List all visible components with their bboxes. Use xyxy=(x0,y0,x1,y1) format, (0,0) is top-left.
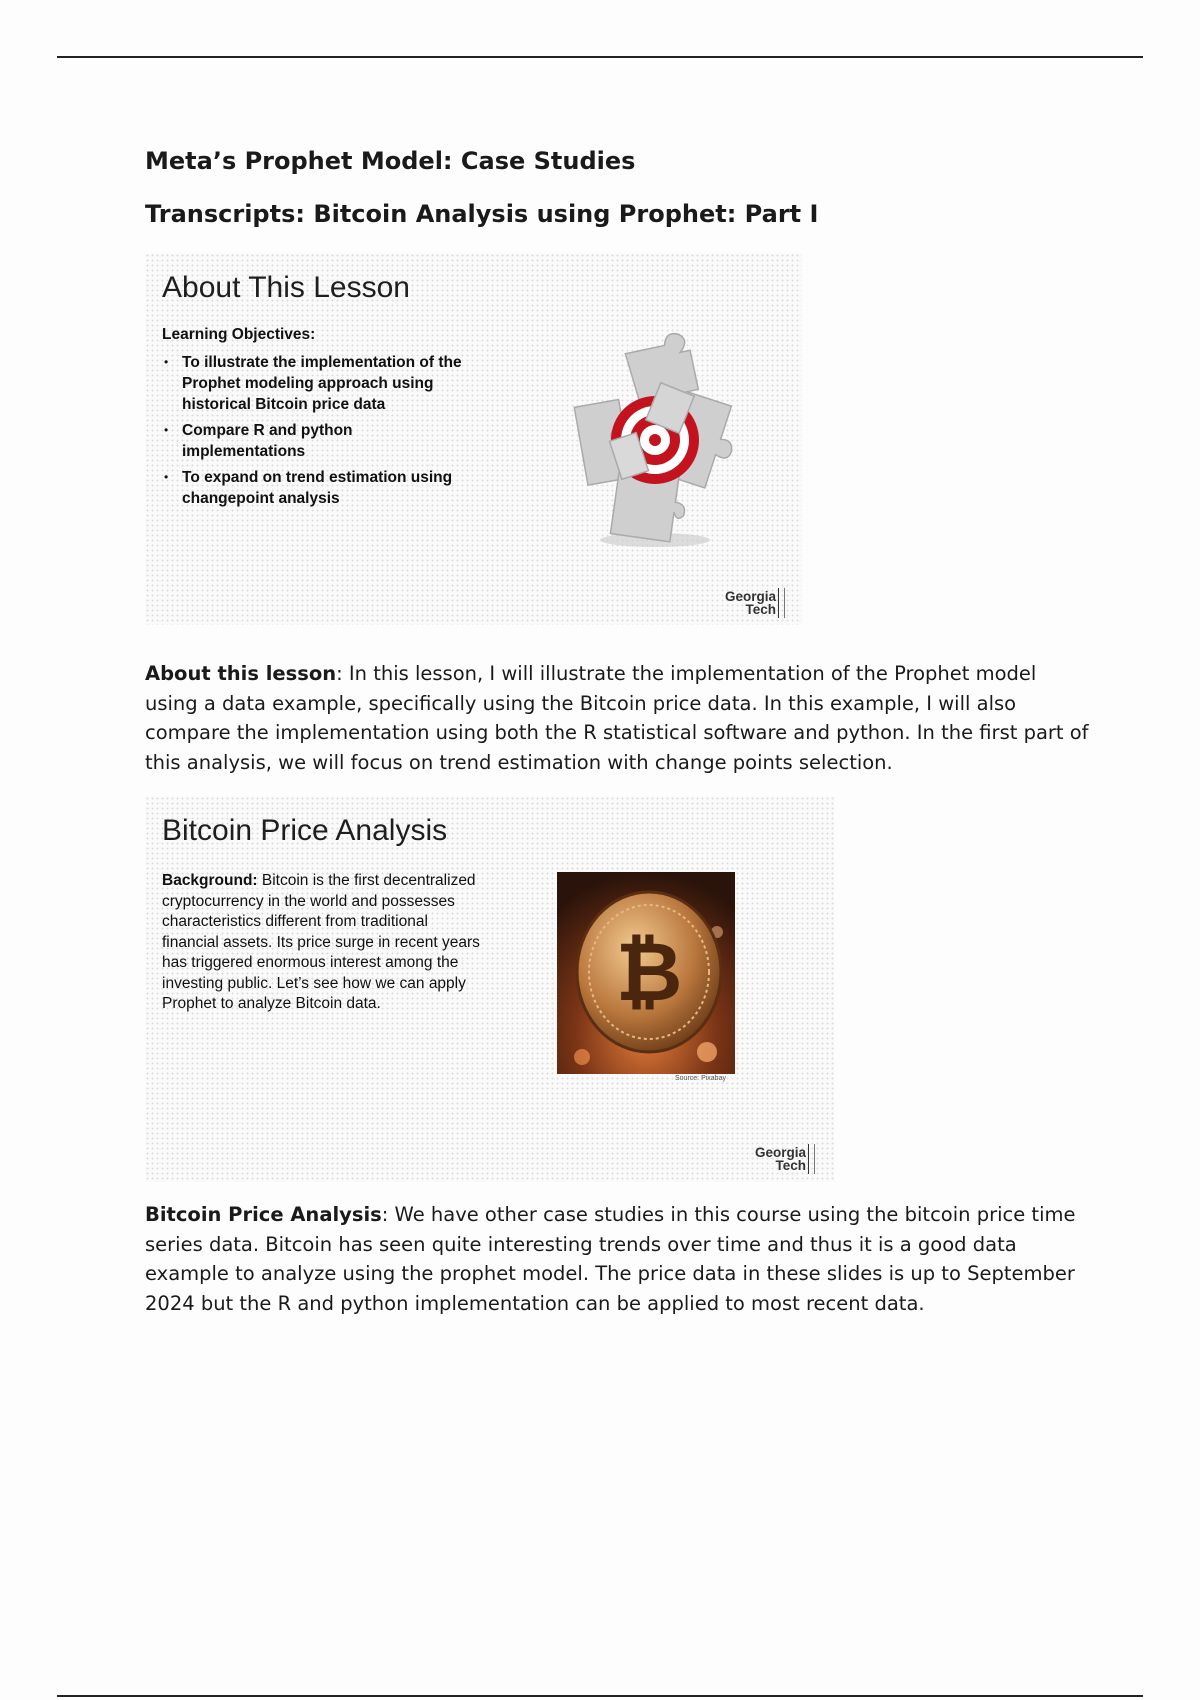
background-label: Background: xyxy=(162,872,258,889)
course-title: Meta’s Prophet Model: Case Studies xyxy=(145,147,636,175)
learning-objectives xyxy=(162,326,462,514)
lesson-paragraph xyxy=(145,659,1095,777)
paragraph-label: About this lesson xyxy=(145,662,337,685)
puzzle-target-icon xyxy=(560,328,750,553)
analysis-paragraph xyxy=(145,1200,1095,1318)
svg-text:₿: ₿ xyxy=(615,925,683,1020)
bottom-rule xyxy=(57,1695,1143,1697)
objective-item: • Compare R and python implementations xyxy=(162,420,462,462)
georgia-tech-logo: Georgia Tech xyxy=(725,590,776,616)
bitcoin-coin-icon xyxy=(557,872,735,1074)
paragraph-label: Bitcoin Price Analysis xyxy=(145,1203,382,1226)
transcript-title: Transcripts: Bitcoin Analysis using Prophet: Part I xyxy=(145,200,819,228)
slide-about-this-lesson xyxy=(145,253,802,625)
background-text-block xyxy=(162,871,487,1015)
slide-title: Bitcoin Price Analysis xyxy=(162,814,448,847)
objective-item: • To expand on trend estimation using changepoint analysis xyxy=(162,467,462,509)
paragraph-text: : We have other case studies in this course using the bitcoin price time series data. Bitcoin has seen quite interesting trends over time and thus it is a good data example to analyze using the prophet model. The price data in these slides is up to September 2024 but the R and python implementation can be applied to most recent data. xyxy=(145,1203,1076,1315)
top-rule xyxy=(57,56,1143,58)
paragraph-text: : In this lesson, I will illustrate the implementation of the Prophet model using a data example, specifically using the Bitcoin price data. In this example, I will also compare the implementation using both the R statistical software and python. In the first part of this analysis, we will focus on trend estimation with change points selection. xyxy=(145,662,1089,774)
image-source-caption: Source: Pixabay xyxy=(675,1075,726,1082)
slide-bitcoin-price-analysis xyxy=(145,796,835,1182)
background-text: Bitcoin is the first decentralized cryptocurrency in the world and possesses characteristics different from traditional financial assets. Its price surge in recent years has triggered enormous interest among the investing public. Let’s see how we can apply Prophet to analyze Bitcoin data. xyxy=(162,872,480,1012)
objective-item: • To illustrate the implementation of the Prophet modeling approach using historical Bitcoin price data xyxy=(162,352,462,415)
objectives-heading: Learning Objectives: xyxy=(162,326,316,343)
slide-title: About This Lesson xyxy=(162,271,410,304)
objectives-list xyxy=(162,352,462,509)
georgia-tech-logo: Georgia Tech xyxy=(755,1146,806,1172)
